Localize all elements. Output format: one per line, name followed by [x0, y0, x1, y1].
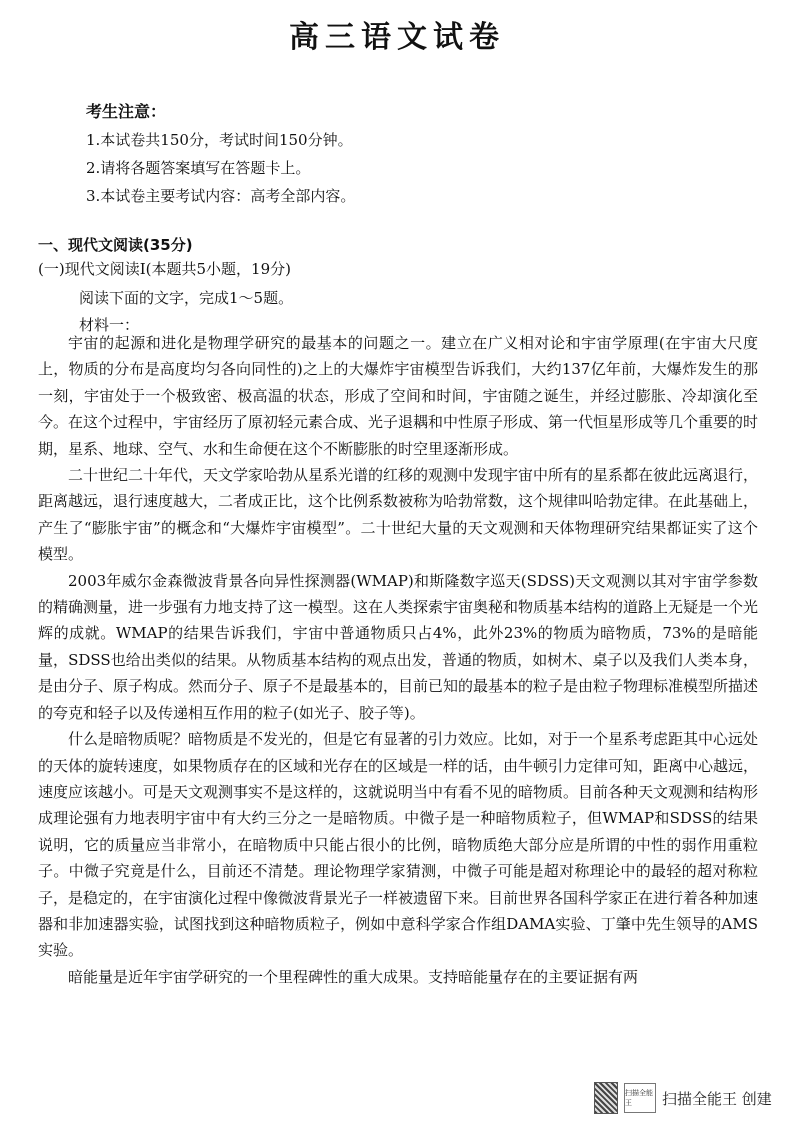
passage-body: [38, 330, 758, 990]
passage-paragraph: 宇宙的起源和进化是物理学研究的最基本的问题之一。建立在广义相对论和宇宙学原理(在宇宙大尺度上，物质的分布是高度均匀各向同性的)之上的大爆炸宇宙模型告诉我们，大约137亿年前，大爆炸发生的那一刻，宇宙处于一个极致密、极高温的状态，形成了空间和时间，宇宙随之诞生，并经过膨胀、冷却演化至今。在这个过程中，宇宙经历了原初轻元素合成、光子退耦和中性原子形成、第一代恒星形成等几个重要的时期，星系、地球、空气、水和生命便在这个不断膨胀的时空里逐渐形成。: [38, 334, 759, 458]
scanner-watermark: [594, 1080, 772, 1116]
passage-paragraph: 什么是暗物质呢？暗物质是不发光的，但是它有显著的引力效应。比如，对于一个星系考虑距其中心远处的天体的旋转速度，如果物质存在的区域和光存在的区域是一样的话，由牛顿引力定律可知，距离中心越远，速度应该越小。可是天文观测事实不是这样的，这就说明当中有看不见的暗物质。目前各种天文观测和结构形成理论强有力地表明宇宙中有大约三分之一是暗物质。中微子是一种暗物质粒子，但WMAP和SDSS的结果说明，它的质量应当非常小，在暗物质中只能占很小的比例，暗物质绝大部分应是所谓的中性的弱作用重粒子。中微子究竟是什么，目前还不清楚。理论物理学家猜测，中微子可能是超对称理论中的最轻的超对称粒子，是稳定的，在宇宙演化过程中像微波背景光子一样被遗留下来。目前世界各国科学家正在进行着各种加速器和非加速器实验，试图找到这种暗物质粒子，例如中意科学家合作组DAMA实验、丁肇中先生领导的AMS实验。: [38, 730, 759, 960]
section-subheading: (一)现代文阅读Ⅰ(本题共5小题，19分): [38, 260, 291, 278]
notice-heading: 考生注意：: [86, 102, 167, 121]
instructions-text: 阅读下面的文字，完成1～5题。: [79, 289, 294, 307]
section-heading: 一、现代文阅读(35分): [38, 236, 193, 254]
section-header: [38, 233, 291, 281]
candidate-notice: [86, 98, 355, 210]
notice-item: 1.本试卷共150分，考试时间150分钟。: [86, 131, 353, 149]
notice-item: 3.本试卷主要考试内容：高考全部内容。: [86, 187, 356, 205]
notice-item: 2.请将各题答案填写在答题卡上。: [86, 159, 311, 177]
passage-paragraph: 2003年威尔金森微波背景各向异性探测器(WMAP)和斯隆数字巡天(SDSS)天文观测以其对宇宙学参数的精确测量，进一步强有力地支持了这一模型。这在人类探索宇宙奥秘和物质基本结构的道路上无疑是一个光辉的成就。WMAP的结果告诉我们，宇宙中普通物质只占4%，此外23%的物质为暗物质，73%的是暗能量，SDSS也给出类似的结果。从物质基本结构的观点出发，普通的物质，如树木、桌子以及我们人类本身，是由分子、原子构成。然而分子、原子不是最基本的，目前已知的最基本的粒子是由粒子物理标准模型所描述的夸克和轻子以及传递相互作用的粒子(如光子、胶子等)。: [38, 571, 759, 722]
app-logo: 扫描全能王: [624, 1083, 656, 1113]
passage-paragraph: 暗能量是近年宇宙学研究的一个里程碑性的重大成果。支持暗能量存在的主要证据有两: [68, 967, 639, 986]
passage-paragraph: 二十世纪二十年代，天文学家哈勃从星系光谱的红移的观测中发现宇宙中所有的星系都在彼此远离退行，距离越远，退行速度越大，二者成正比，这个比例系数被称为哈勃常数，这个规律叫哈勃定律。在此基础上，产生了“膨胀宇宙”的概念和“大爆炸宇宙模型”。二十世纪大量的天文观测和天体物理研究结果都证实了这个模型。: [38, 466, 759, 564]
material-label: 材料一：: [79, 316, 140, 334]
qr-code-icon: [594, 1082, 618, 1114]
exam-title: 高三语文试卷: [289, 20, 505, 55]
watermark-text: 扫描全能王 创建: [662, 1089, 772, 1108]
